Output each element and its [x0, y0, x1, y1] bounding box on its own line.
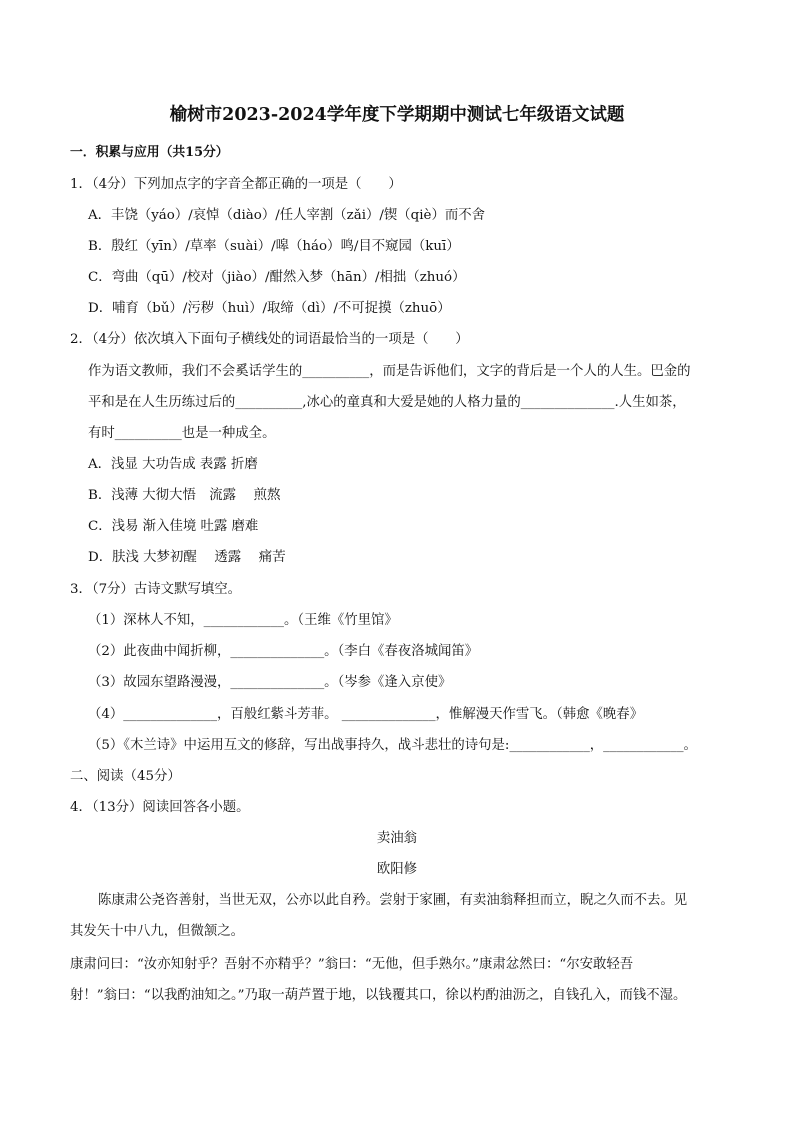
question-2-stem: 2．（4分）依次填入下面句子横线处的词语最恰当的一项是（ ） [70, 332, 469, 347]
question-1-option-c: C．弯曲（qū）/校对（jiào）/酣然入梦（hān）/相拙（zhuó） [88, 270, 466, 285]
question-3-item-5: （5）《木兰诗》中运用互文的修辞，写出战事持久，战斗悲壮的诗句是:____________，____________。 [88, 738, 697, 753]
question-2-passage-line-3: 有时__________也是一种成全。 [88, 426, 276, 441]
question-1-option-a: A．丰饶（yáo）/哀悼（diào）/任人宰割（zǎi）/锲（qiè）而不舍 [88, 208, 486, 223]
article-author: 欧阳修 [376, 862, 418, 877]
article-paragraph-2-line-2: 射！”翁曰：“以我酌油知之。”乃取一葫芦置于地，以钱覆其口，徐以杓酌油沥之，自钱孔入，而钱不湿。 [70, 988, 687, 1003]
question-2-option-d: D．肤浅 大梦初醒 透露 痛苦 [88, 550, 286, 565]
question-3-item-4: （4）______________，百般红紫斗芳菲。 ______________，惟解漫天作雪飞。（韩愈《晚春》 [88, 707, 644, 722]
question-2-option-c: C．浅易 渐入佳境 吐露 磨难 [88, 519, 259, 534]
question-2-option-b: B．浅薄 大彻大悟 流露 煎熬 [88, 488, 281, 503]
question-4-stem: 4．（13分）阅读回答各小题。 [70, 800, 250, 815]
article-paragraph-1-line-2: 其发矢十中八九，但微颔之。 [70, 924, 245, 939]
question-3-item-2: （2）此夜曲中闻折柳，______________。（李白《春夜洛城闻笛》 [88, 644, 479, 659]
question-3-item-3: （3）故园东望路漫漫，______________。（岑参《逢入京使》 [88, 675, 452, 690]
question-2-option-a: A．浅显 大功告成 表露 折磨 [88, 457, 258, 472]
question-1-stem: 1．（4分）下列加点字的字音全都正确的一项是（ ） [70, 177, 402, 192]
question-2-passage-line-1: 作为语文教师，我们不会奚话学生的__________，而是告诉他们，文字的背后是一个人的人生。巴金的 [88, 364, 691, 379]
article-title: 卖油翁 [376, 831, 418, 846]
question-3-item-1: （1）深林人不知，____________。（王维《竹里馆》 [88, 613, 398, 628]
question-2-passage-line-2: 平和是在人生历练过后的__________,冰心的童真和大爱是她的人格力量的______________.人生如茶， [88, 395, 686, 410]
question-1-option-d: D．哺育（bǔ）/污秽（huì）/取缔（dì）/不可捉摸（zhuō） [88, 301, 451, 316]
question-1-option-b: B．殷红（yīn）/草率（suài）/嗥（háo）鸣/目不窥园（kuī） [88, 239, 460, 254]
article-paragraph-2-line-1: 康肃问曰：“汝亦知射乎？吾射不亦精乎？”翁曰：“无他，但手熟尔。”康肃忿然曰：“尔安敢轻吾 [70, 957, 634, 972]
section-heading-2: 二、阅读（45分） [70, 769, 181, 784]
question-3-stem: 3．（7分）古诗文默写填空。 [70, 582, 242, 597]
section-heading-1: 一．积累与应用（共15分） [70, 145, 229, 160]
page-title: 榆树市2023-2024学年度下学期期中测试七年级语文试题 [169, 105, 625, 125]
article-paragraph-1-line-1: 陈康肃公尧咨善射，当世无双，公亦以此自矜。尝射于家圃，有卖油翁释担而立，睨之久而不去。见 [98, 893, 688, 908]
